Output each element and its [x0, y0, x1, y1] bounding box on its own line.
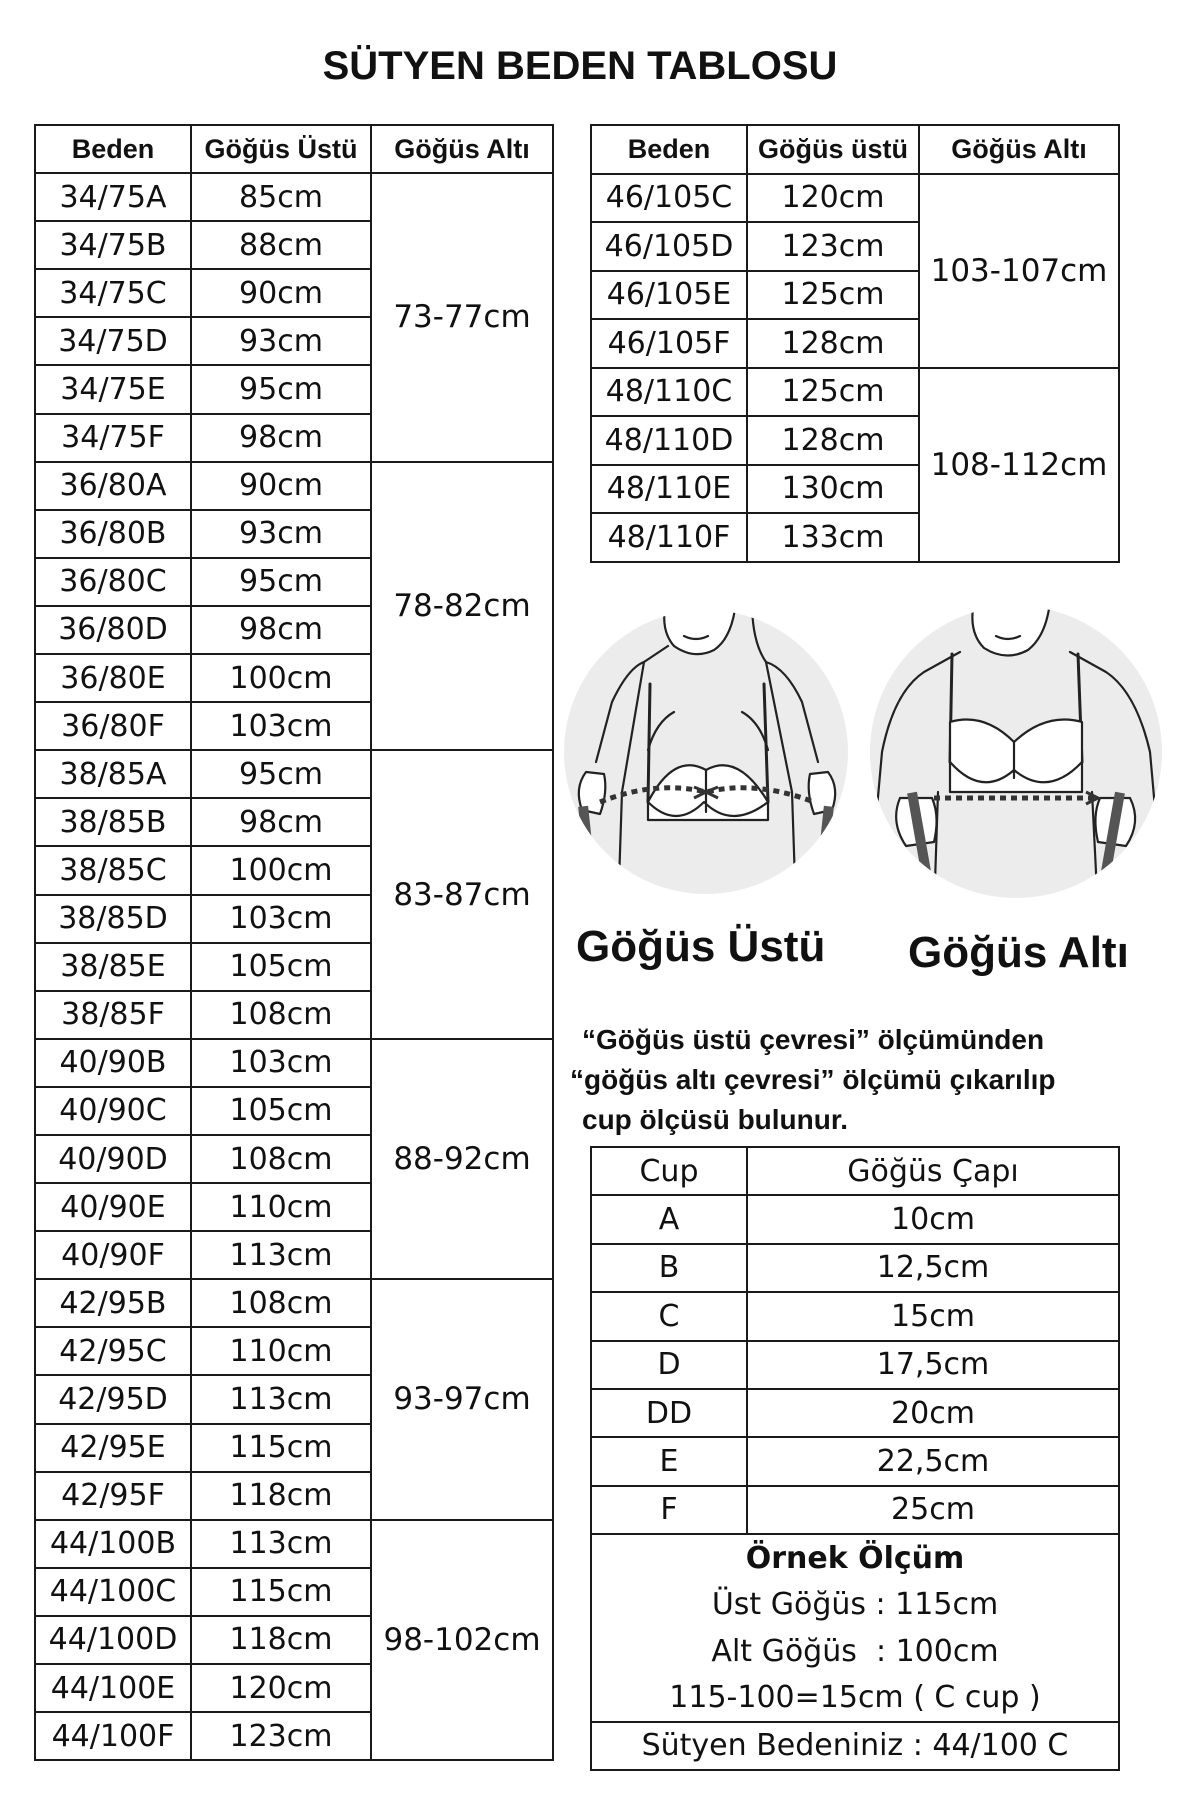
table-row: [35, 462, 553, 510]
size-cell: 48/110D: [591, 416, 747, 465]
size-cell: 36/80C: [35, 558, 191, 606]
example-title: Örnek Ölçüm: [591, 1534, 1119, 1581]
diameter-cell: 12,5cm: [747, 1244, 1119, 1292]
cup-table-header: [591, 1147, 1119, 1195]
underbust-label: Göğüs Altı: [908, 928, 1129, 977]
table-row: [591, 1341, 1119, 1389]
overbust-cell: 95cm: [191, 365, 371, 413]
overbust-label: Göğüs Üstü: [576, 922, 826, 971]
size-cell: 48/110C: [591, 368, 747, 417]
underbust-measurement-illustration: [864, 602, 1168, 912]
diameter-cell: 15cm: [747, 1292, 1119, 1340]
size-cell: 38/85B: [35, 798, 191, 846]
size-cell: 38/85F: [35, 991, 191, 1039]
cup-cell: F: [591, 1486, 747, 1534]
cup-cell: B: [591, 1244, 747, 1292]
table-row: [591, 1389, 1119, 1437]
size-cell: 36/80B: [35, 510, 191, 558]
table-row: [591, 1292, 1119, 1340]
diameter-cell: 10cm: [747, 1195, 1119, 1243]
header-cup: Cup: [591, 1147, 747, 1195]
overbust-cell: 128cm: [747, 416, 919, 465]
overbust-cell: 108cm: [191, 1135, 371, 1183]
example-result: Sütyen Bedeniniz : 44/100 C: [591, 1722, 1119, 1770]
size-table-right: [590, 124, 1120, 563]
size-cell: 42/95C: [35, 1327, 191, 1375]
example-line-row: [591, 1628, 1119, 1674]
overbust-cell: 133cm: [747, 513, 919, 562]
size-cell: 34/75F: [35, 414, 191, 462]
size-cell: 46/105C: [591, 174, 747, 223]
table-row: [35, 1279, 553, 1327]
size-cell: 40/90F: [35, 1231, 191, 1279]
header-overbust: Göğüs Üstü: [191, 125, 371, 173]
table-row: [35, 1520, 553, 1568]
size-cell: 34/75B: [35, 221, 191, 269]
table-row: [35, 750, 553, 798]
diameter-cell: 25cm: [747, 1486, 1119, 1534]
underbust-cell: 93-97cm: [371, 1279, 553, 1519]
table-row: [591, 1437, 1119, 1485]
overbust-cell: 90cm: [191, 269, 371, 317]
example-line: Üst Göğüs : 115cm: [591, 1582, 1119, 1628]
overbust-cell: 115cm: [191, 1424, 371, 1472]
overbust-cell: 108cm: [191, 1279, 371, 1327]
size-cell: 46/105D: [591, 222, 747, 271]
overbust-cell: 98cm: [191, 798, 371, 846]
overbust-cell: 105cm: [191, 943, 371, 991]
size-cell: 44/100D: [35, 1616, 191, 1664]
size-cell: 40/90B: [35, 1039, 191, 1087]
example-line-row: [591, 1582, 1119, 1628]
size-cell: 48/110E: [591, 465, 747, 514]
overbust-cell: 98cm: [191, 606, 371, 654]
overbust-cell: 113cm: [191, 1375, 371, 1423]
cup-cell: C: [591, 1292, 747, 1340]
size-cell: 44/100C: [35, 1568, 191, 1616]
table-row: [591, 1244, 1119, 1292]
diameter-cell: 22,5cm: [747, 1437, 1119, 1485]
header-overbust: Göğüs üstü: [747, 125, 919, 174]
overbust-cell: 93cm: [191, 510, 371, 558]
diameter-cell: 17,5cm: [747, 1341, 1119, 1389]
size-cell: 46/105F: [591, 319, 747, 368]
overbust-cell: 100cm: [191, 654, 371, 702]
page-title: SÜTYEN BEDEN TABLOSU: [322, 44, 838, 88]
size-cell: 42/95F: [35, 1472, 191, 1520]
table-row: [35, 1039, 553, 1087]
size-cell: 42/95D: [35, 1375, 191, 1423]
underbust-cell: 78-82cm: [371, 462, 553, 751]
size-cell: 38/85E: [35, 943, 191, 991]
underbust-cell: 103-107cm: [919, 174, 1119, 368]
overbust-cell: 110cm: [191, 1327, 371, 1375]
cup-cell: D: [591, 1341, 747, 1389]
header-diameter: Göğüs Çapı: [747, 1147, 1119, 1195]
size-cell: 34/75C: [35, 269, 191, 317]
overbust-cell: 118cm: [191, 1616, 371, 1664]
overbust-cell: 128cm: [747, 319, 919, 368]
overbust-cell: 100cm: [191, 846, 371, 894]
example-line: Alt Göğüs : 100cm: [591, 1628, 1119, 1674]
example-line-row: [591, 1674, 1119, 1721]
overbust-cell: 103cm: [191, 1039, 371, 1087]
overbust-cell: 120cm: [747, 174, 919, 223]
underbust-cell: 73-77cm: [371, 173, 553, 462]
size-cell: 40/90D: [35, 1135, 191, 1183]
overbust-cell: 120cm: [191, 1664, 371, 1712]
size-table-header: [591, 125, 1119, 174]
table-row: [35, 173, 553, 221]
overbust-cell: 113cm: [191, 1231, 371, 1279]
overbust-cell: 113cm: [191, 1520, 371, 1568]
size-cell: 38/85C: [35, 846, 191, 894]
underbust-cell: 98-102cm: [371, 1520, 553, 1760]
size-cell: 44/100B: [35, 1520, 191, 1568]
table-row: [591, 1486, 1119, 1534]
overbust-cell: 88cm: [191, 221, 371, 269]
cup-cell: A: [591, 1195, 747, 1243]
note-line: “göğüs altı çevresi” ölçümü çıkarılıp: [570, 1064, 1056, 1095]
cup-table: [590, 1146, 1120, 1771]
underbust-cell: 88-92cm: [371, 1039, 553, 1279]
size-table-left: [34, 124, 554, 1761]
table-row: [591, 174, 1119, 223]
example-result-row: [591, 1722, 1119, 1770]
overbust-cell: 95cm: [191, 750, 371, 798]
size-table-header: [35, 125, 553, 173]
overbust-cell: 125cm: [747, 271, 919, 320]
cup-cell: DD: [591, 1389, 747, 1437]
size-cell: 36/80A: [35, 462, 191, 510]
header-underbust: Göğüs Altı: [371, 125, 553, 173]
size-cell: 36/80E: [35, 654, 191, 702]
size-cell: 40/90C: [35, 1087, 191, 1135]
example-title-row: [591, 1534, 1119, 1581]
overbust-cell: 103cm: [191, 895, 371, 943]
size-cell: 38/85D: [35, 895, 191, 943]
overbust-cell: 95cm: [191, 558, 371, 606]
overbust-cell: 103cm: [191, 702, 371, 750]
overbust-cell: 105cm: [191, 1087, 371, 1135]
size-cell: 34/75D: [35, 317, 191, 365]
overbust-cell: 110cm: [191, 1183, 371, 1231]
table-row: [591, 1195, 1119, 1243]
overbust-cell: 130cm: [747, 465, 919, 514]
overbust-cell: 125cm: [747, 368, 919, 417]
size-cell: 48/110F: [591, 513, 747, 562]
overbust-cell: 123cm: [191, 1712, 371, 1760]
size-cell: 36/80D: [35, 606, 191, 654]
size-cell: 36/80F: [35, 702, 191, 750]
cup-calculation-note: [570, 1020, 1160, 1140]
overbust-cell: 118cm: [191, 1472, 371, 1520]
size-cell: 44/100E: [35, 1664, 191, 1712]
note-line: cup ölçüsü bulunur.: [582, 1104, 848, 1135]
size-cell: 46/105E: [591, 271, 747, 320]
size-cell: 44/100F: [35, 1712, 191, 1760]
size-cell: 40/90E: [35, 1183, 191, 1231]
overbust-cell: 85cm: [191, 173, 371, 221]
overbust-measurement-illustration: [556, 602, 856, 912]
overbust-cell: 115cm: [191, 1568, 371, 1616]
header-size: Beden: [591, 125, 747, 174]
header-size: Beden: [35, 125, 191, 173]
underbust-cell: 83-87cm: [371, 750, 553, 1039]
example-line: 115-100=15cm ( C cup ): [591, 1674, 1119, 1721]
overbust-cell: 123cm: [747, 222, 919, 271]
size-cell: 38/85A: [35, 750, 191, 798]
size-cell: 34/75E: [35, 365, 191, 413]
note-line: “Göğüs üstü çevresi” ölçümünden: [582, 1024, 1045, 1055]
cup-cell: E: [591, 1437, 747, 1485]
size-cell: 42/95B: [35, 1279, 191, 1327]
diameter-cell: 20cm: [747, 1389, 1119, 1437]
underbust-cell: 108-112cm: [919, 368, 1119, 562]
table-row: [591, 368, 1119, 417]
size-cell: 42/95E: [35, 1424, 191, 1472]
overbust-cell: 108cm: [191, 991, 371, 1039]
size-cell: 34/75A: [35, 173, 191, 221]
header-underbust: Göğüs Altı: [919, 125, 1119, 174]
overbust-cell: 98cm: [191, 414, 371, 462]
overbust-cell: 90cm: [191, 462, 371, 510]
overbust-cell: 93cm: [191, 317, 371, 365]
